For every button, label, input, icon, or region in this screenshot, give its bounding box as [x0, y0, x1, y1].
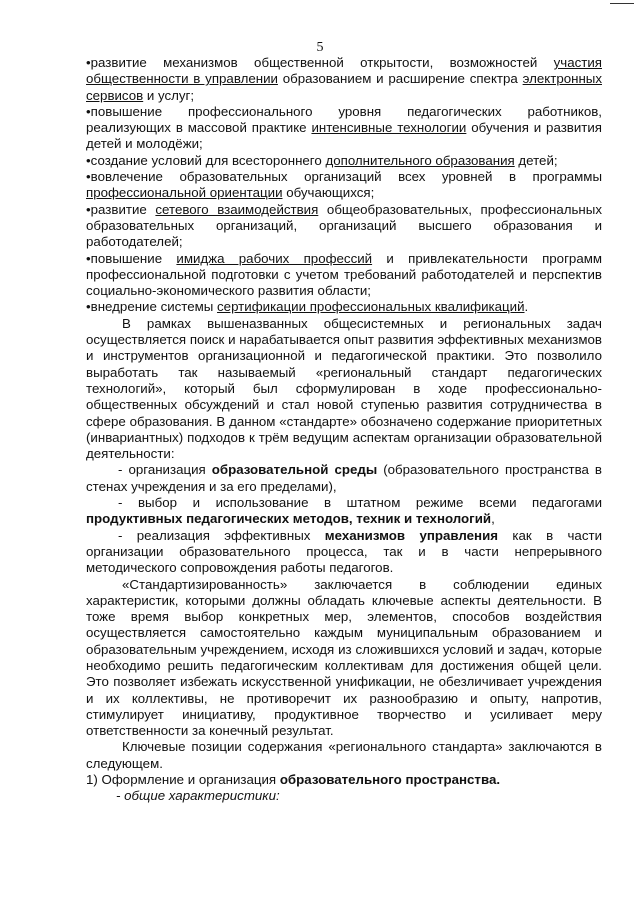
document-body: [86, 55, 602, 805]
text-run: и привлекательности программ профессиональной подготовки с учетом требований работодателей и перспектив социально-экономического развития области;: [86, 250, 603, 299]
bullet-list: [86, 55, 602, 316]
text-run: •создание условий для всестороннего: [86, 152, 326, 168]
underlined-phrase: сертификации профессиональных квалификаций: [217, 299, 525, 315]
text-run: обучающихся;: [282, 185, 375, 201]
text-run: и услуг;: [143, 87, 195, 103]
bullet-item: [86, 153, 602, 169]
dash-list: [86, 462, 602, 576]
corner-mark: [610, 3, 634, 4]
underlined-phrase: имиджа рабочих профессий: [176, 250, 373, 266]
text-run: ,: [491, 511, 495, 527]
paragraph-key-positions: Ключевые позиции содержания «регионального стандарта» заключаются в следующем.: [86, 739, 602, 771]
bold-phrase: продуктивных педагогических методов, техник и технологий: [86, 511, 492, 527]
paragraph-main: В рамках вышеназванных общесистемных и региональных задач осуществляется поиск и нарабатывается опыт развития эффективных механизмов и инструментов организационной и педагогической практики. Это позволило выработать так называемый «региональный стандарт педагогических технологий», который был сформулирован в ходе профессионально-общественных обсуждений и стал новой ступенью развития сотрудничества в сфере образования. В данном «стандарте» обозначено содержание приоритетных (инвариантных) подходов к трём ведущим аспектам организации образовательной деятельности:: [86, 315, 602, 462]
section-1-prefix: 1) Оформление и организация: [86, 772, 280, 788]
underlined-phrase: сетевого взаимодействия: [155, 201, 319, 217]
text-run: общеобразовательных, профессиональных образовательных организаций, организаций высшего образования и работодателей;: [86, 201, 602, 250]
text-run: •развитие: [86, 201, 156, 217]
text-run: .: [524, 299, 529, 315]
bullet-item: [86, 251, 602, 300]
text-run: - организация: [118, 462, 212, 478]
underlined-phrase: дополнительного образования: [325, 152, 515, 168]
bullet-item: [86, 299, 602, 315]
text-run: обучения и развития детей и молодёжи;: [86, 120, 602, 152]
text-run: •развитие механизмов общественной открытости, возможностей: [86, 55, 554, 70]
text-run: •внедрение системы: [86, 299, 218, 315]
text-run: (образовательного пространства в стенах учреждения и за его пределами),: [86, 462, 602, 494]
subheading: - общие характеристики:: [116, 788, 280, 804]
text-run: - выбор и использование в штатном режиме всеми педагогами: [118, 495, 602, 511]
section-1-bold: образовательного пространства.: [279, 772, 501, 788]
text-run: - реализация эффективных: [118, 527, 325, 543]
bold-phrase: механизмов управления: [324, 527, 499, 543]
dash-item: [86, 495, 602, 528]
paragraph-standard: «Стандартизированность» заключается в соблюдении единых характеристик, которыми должны обладать ключевые аспекты деятельности. В тоже время выбор конкретных мер, элементов, способов воздействия осуществляется самостоятельно каждым муниципальным образованием и образовательным учреждением, исходя из сложившихся условий и задач, которые необходимо решить педагогическим коллективам для достижения общей цели. Это позволяет избежать искусственной унификации, не обезличивает учреждения и их коллективы, не противоречит их разнообразию и опыту, напротив, стимулирует инициативу, продуктивное творчество и усиливает меру ответственности за конечный результат.: [86, 576, 602, 739]
bullet-item: [86, 202, 602, 251]
bullet-item: [86, 55, 602, 104]
underlined-phrase: интенсивные технологии: [311, 120, 467, 136]
text-run: образованием и расширение спектра: [277, 71, 523, 87]
text-run: детей;: [514, 152, 558, 168]
text-run: •повышение: [86, 250, 177, 266]
underlined-phrase: участия общественности в управлении: [86, 55, 602, 87]
page-number: 5: [316, 40, 324, 55]
text-run: как в части организации образовательного процесса, так и в части непрерывного методического сопровождения работы педагогов.: [86, 527, 602, 576]
bullet-item: [86, 169, 602, 202]
dash-item: [86, 528, 602, 577]
text-run: •вовлечение образовательных организаций всех уровней в программы: [86, 169, 602, 185]
bold-phrase: образовательной среды: [211, 462, 378, 478]
section-1-heading: [86, 772, 602, 788]
text-run: •повышение профессионального уровня педагогических работников, реализующих в массовой практике: [86, 103, 602, 136]
bullet-item: [86, 104, 602, 153]
underlined-phrase: профессиональной ориентации: [86, 185, 283, 201]
dash-item: [86, 462, 602, 495]
underlined-phrase: электронных сервисов: [86, 71, 602, 103]
